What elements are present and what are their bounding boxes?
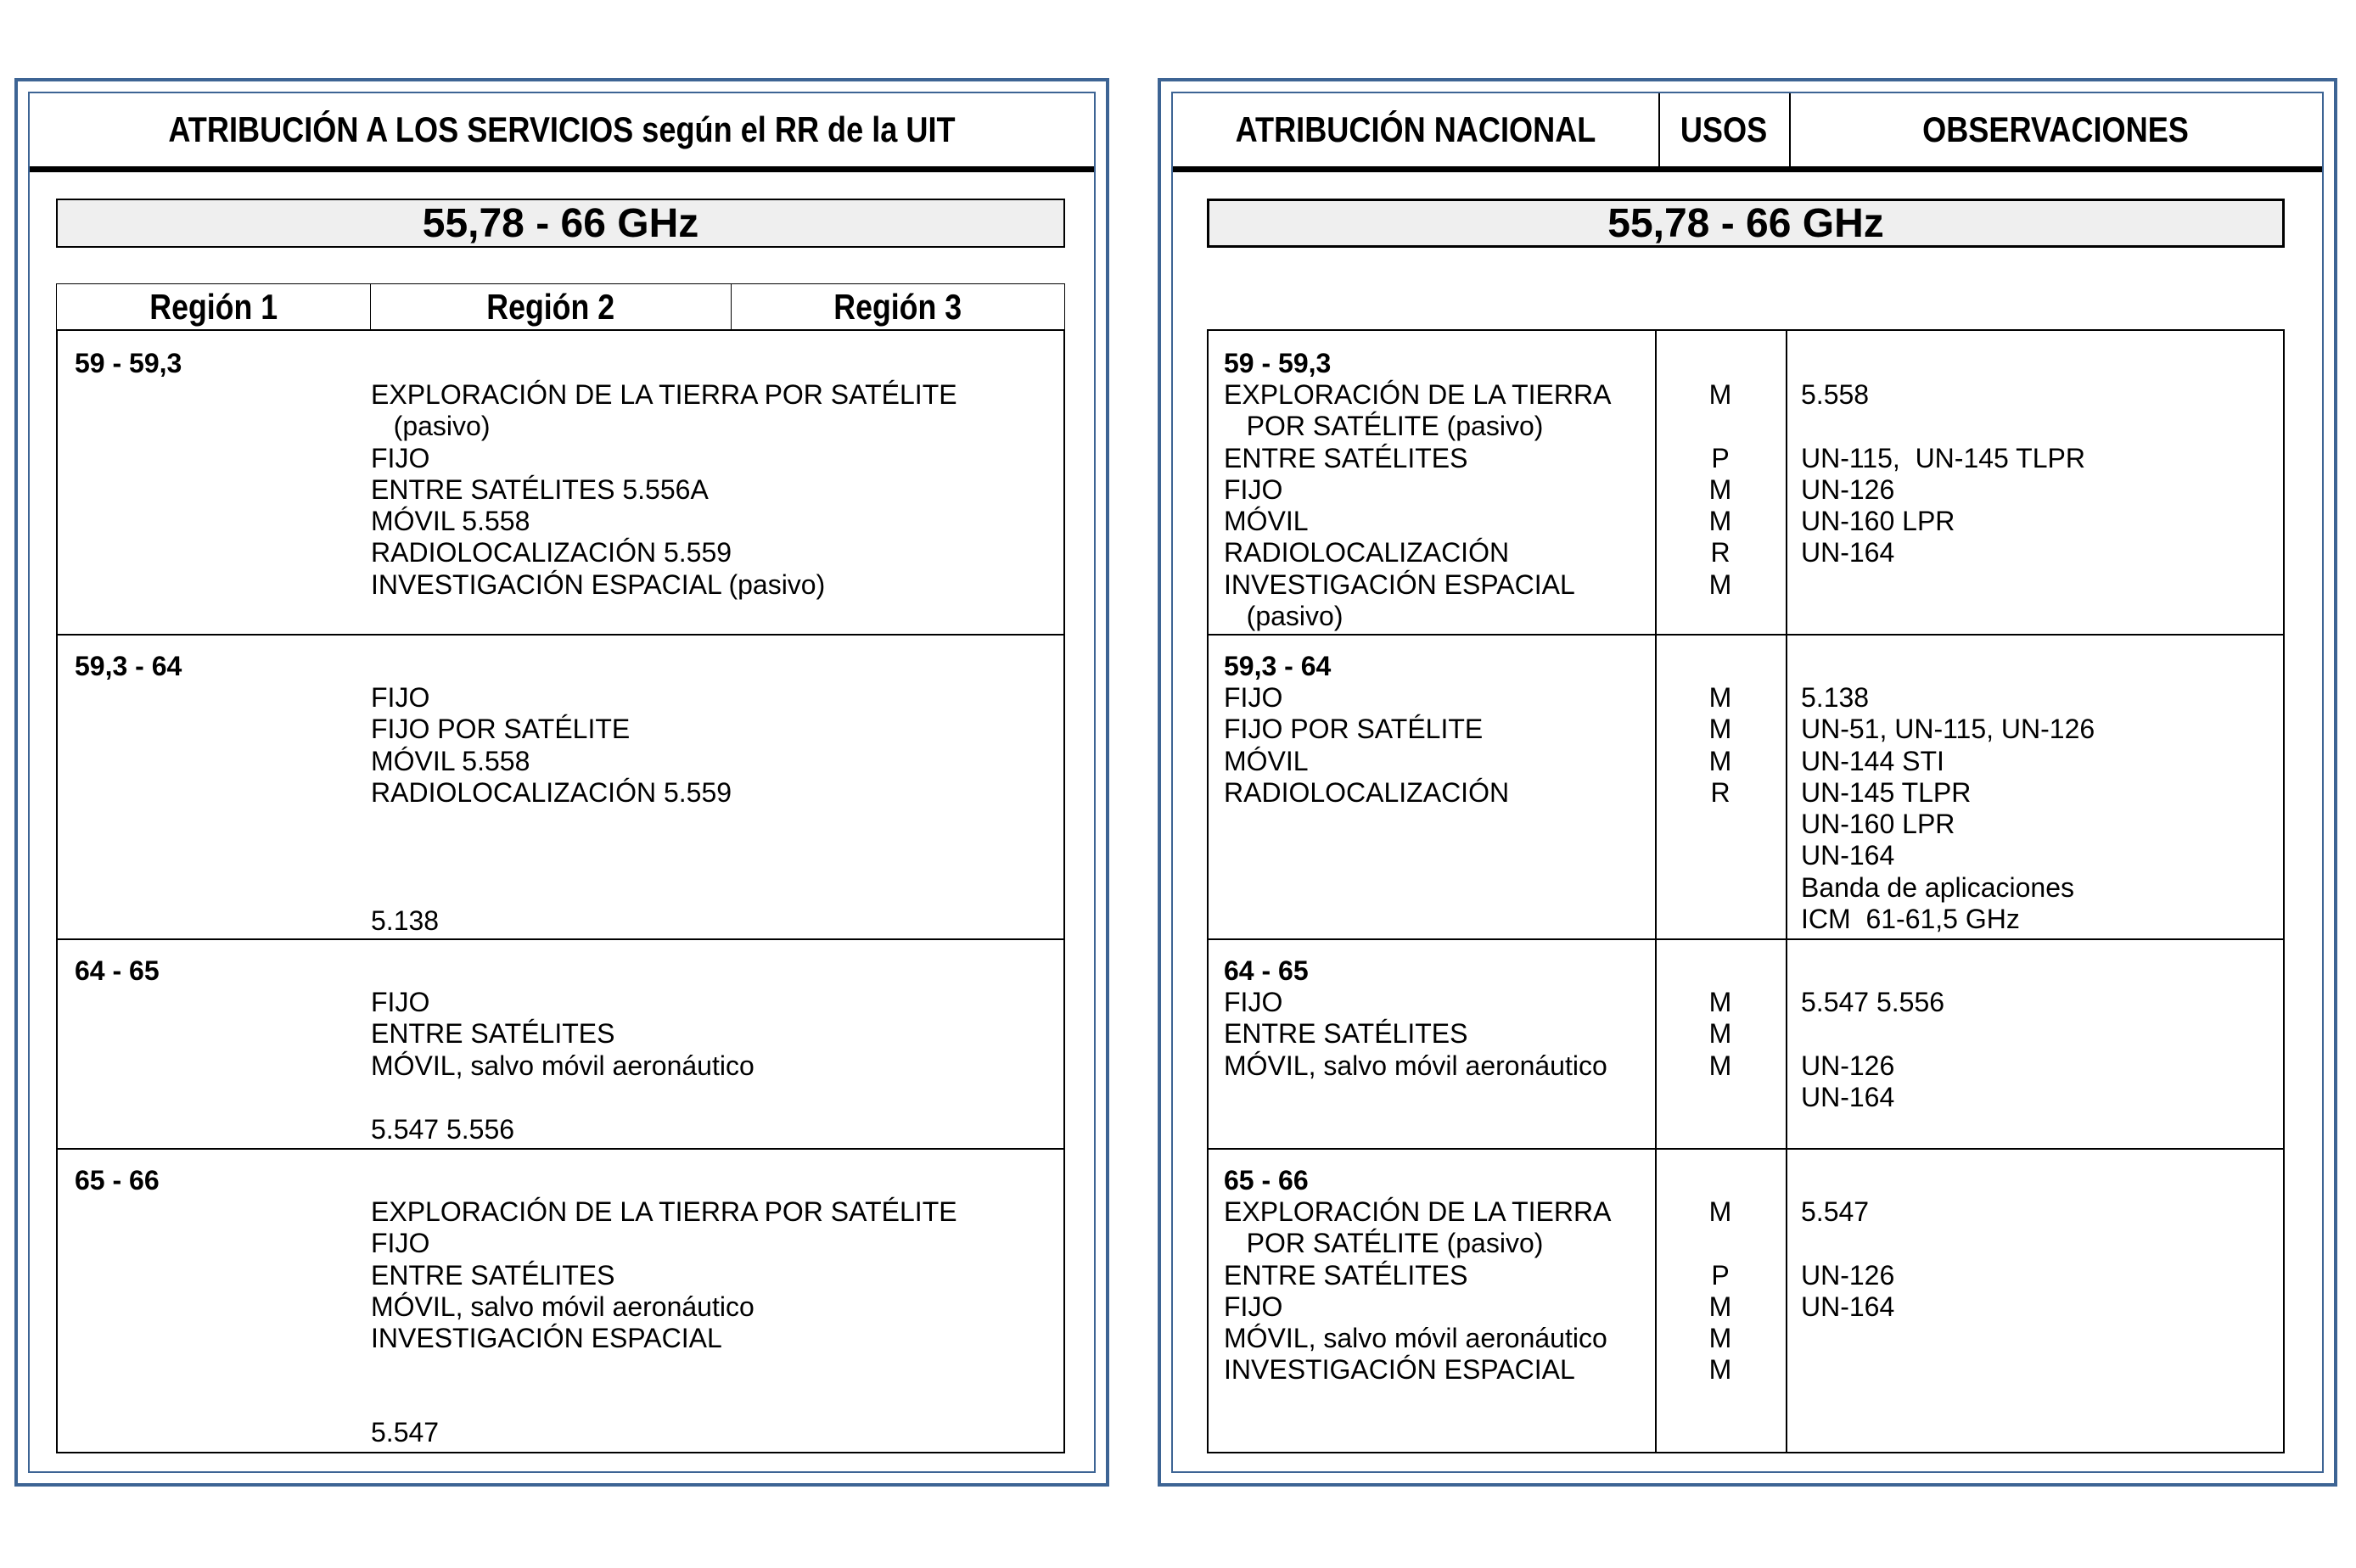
table-row: [1209, 636, 2283, 940]
frequency-range: 59,3 - 64: [75, 651, 182, 681]
itu-allocation-frame: [28, 92, 1096, 1473]
table-row: [58, 940, 1063, 1150]
itu-allocation-table: [56, 329, 1065, 1453]
observations: 5.547 5.556 UN-126 UN-164: [1801, 987, 1945, 1112]
table-row: [58, 331, 1063, 636]
frequency-range: 65 - 66: [1224, 1165, 1309, 1196]
services-list: EXPLORACIÓN DE LA TIERRA POR SATÉLITE (pasivo) ENTRE SATÉLITES FIJO MÓVIL RADIOLOCALIZACIÓN INVESTIGACIÓN ESPACIAL (pasivo): [1224, 379, 1612, 632]
services-list: FIJO ENTRE SATÉLITES MÓVIL, salvo móvil aeronáutico: [371, 987, 754, 1081]
itu-allocation-panel: [14, 78, 1109, 1487]
region-header-row: [56, 283, 1065, 331]
usage-codes: M P M M M: [1708, 1196, 1732, 1386]
usage-codes: M M M: [1708, 987, 1732, 1081]
region-2-label: Región 2: [486, 287, 614, 327]
footnote-reference: 5.547 5.556: [371, 1114, 515, 1145]
table-row: [58, 1150, 1063, 1452]
national-allocation-header: [1173, 93, 2322, 172]
itu-band-title: 55,78 - 66 GHz: [56, 199, 1065, 248]
region-3-label: Región 3: [833, 287, 962, 327]
observations: 5.547 UN-126 UN-164: [1801, 1196, 1895, 1322]
frequency-range: 59,3 - 64: [1224, 651, 1332, 681]
usage-codes: M M M R: [1708, 682, 1732, 808]
header-divider: [1658, 93, 1660, 166]
table-row: [58, 636, 1063, 940]
services-list: EXPLORACIÓN DE LA TIERRA POR SATÉLITE (pasivo) ENTRE SATÉLITES FIJO MÓVIL, salvo móvil aeronáutico INVESTIGACIÓN ESPACIAL: [1224, 1196, 1612, 1386]
observations: 5.558 UN-115, UN-145 TLPR UN-126 UN-160 LPR UN-164: [1801, 379, 2085, 568]
national-allocation-panel: [1158, 78, 2337, 1487]
services-list: FIJO FIJO POR SATÉLITE MÓVIL 5.558 RADIOLOCALIZACIÓN 5.559: [371, 682, 732, 808]
services-list: EXPLORACIÓN DE LA TIERRA POR SATÉLITE FIJO ENTRE SATÉLITES MÓVIL, salvo móvil aeronáutico INVESTIGACIÓN ESPACIAL: [371, 1196, 957, 1354]
national-band-title: 55,78 - 66 GHz: [1207, 199, 2285, 248]
usos-header-label: USOS: [1680, 109, 1768, 149]
national-allocation-table: [1207, 329, 2285, 1453]
header-divider: [1789, 93, 1791, 166]
frequency-range: 64 - 65: [75, 955, 160, 986]
itu-allocation-header: [30, 93, 1094, 172]
services-list: EXPLORACIÓN DE LA TIERRA POR SATÉLITE (pasivo) FIJO ENTRE SATÉLITES 5.556A MÓVIL 5.558 RADIOLOCALIZACIÓN 5.559 INVESTIGACIÓN ESPACIAL (pasivo): [371, 379, 957, 600]
itu-header-title: ATRIBUCIÓN A LOS SERVICIOS según el RR de la UIT: [168, 109, 956, 149]
frequency-range: 64 - 65: [1224, 955, 1309, 986]
services-list: FIJO FIJO POR SATÉLITE MÓVIL RADIOLOCALIZACIÓN: [1224, 682, 1510, 808]
table-row: [1209, 1150, 2283, 1452]
services-list: FIJO ENTRE SATÉLITES MÓVIL, salvo móvil aeronáutico: [1224, 987, 1607, 1081]
observations: 5.138 UN-51, UN-115, UN-126 UN-144 STI UN-145 TLPR UN-160 LPR UN-164 Banda de aplicaciones ICM 61-61,5 GHz: [1801, 682, 2095, 935]
table-row: [1209, 940, 2283, 1150]
frequency-range: 59 - 59,3: [75, 348, 182, 378]
footnote-reference: 5.138: [371, 905, 440, 936]
observaciones-header-label: OBSERVACIONES: [1922, 109, 2189, 149]
region-1-label: Región 1: [149, 287, 278, 327]
frequency-range: 65 - 66: [75, 1165, 160, 1196]
footnote-reference: 5.547: [371, 1417, 440, 1448]
usage-codes: M P M M R M: [1708, 379, 1732, 600]
table-row: [1209, 331, 2283, 636]
national-allocation-frame: [1171, 92, 2324, 1473]
frequency-range: 59 - 59,3: [1224, 348, 1332, 378]
national-header-label: ATRIBUCIÓN NACIONAL: [1235, 109, 1596, 149]
